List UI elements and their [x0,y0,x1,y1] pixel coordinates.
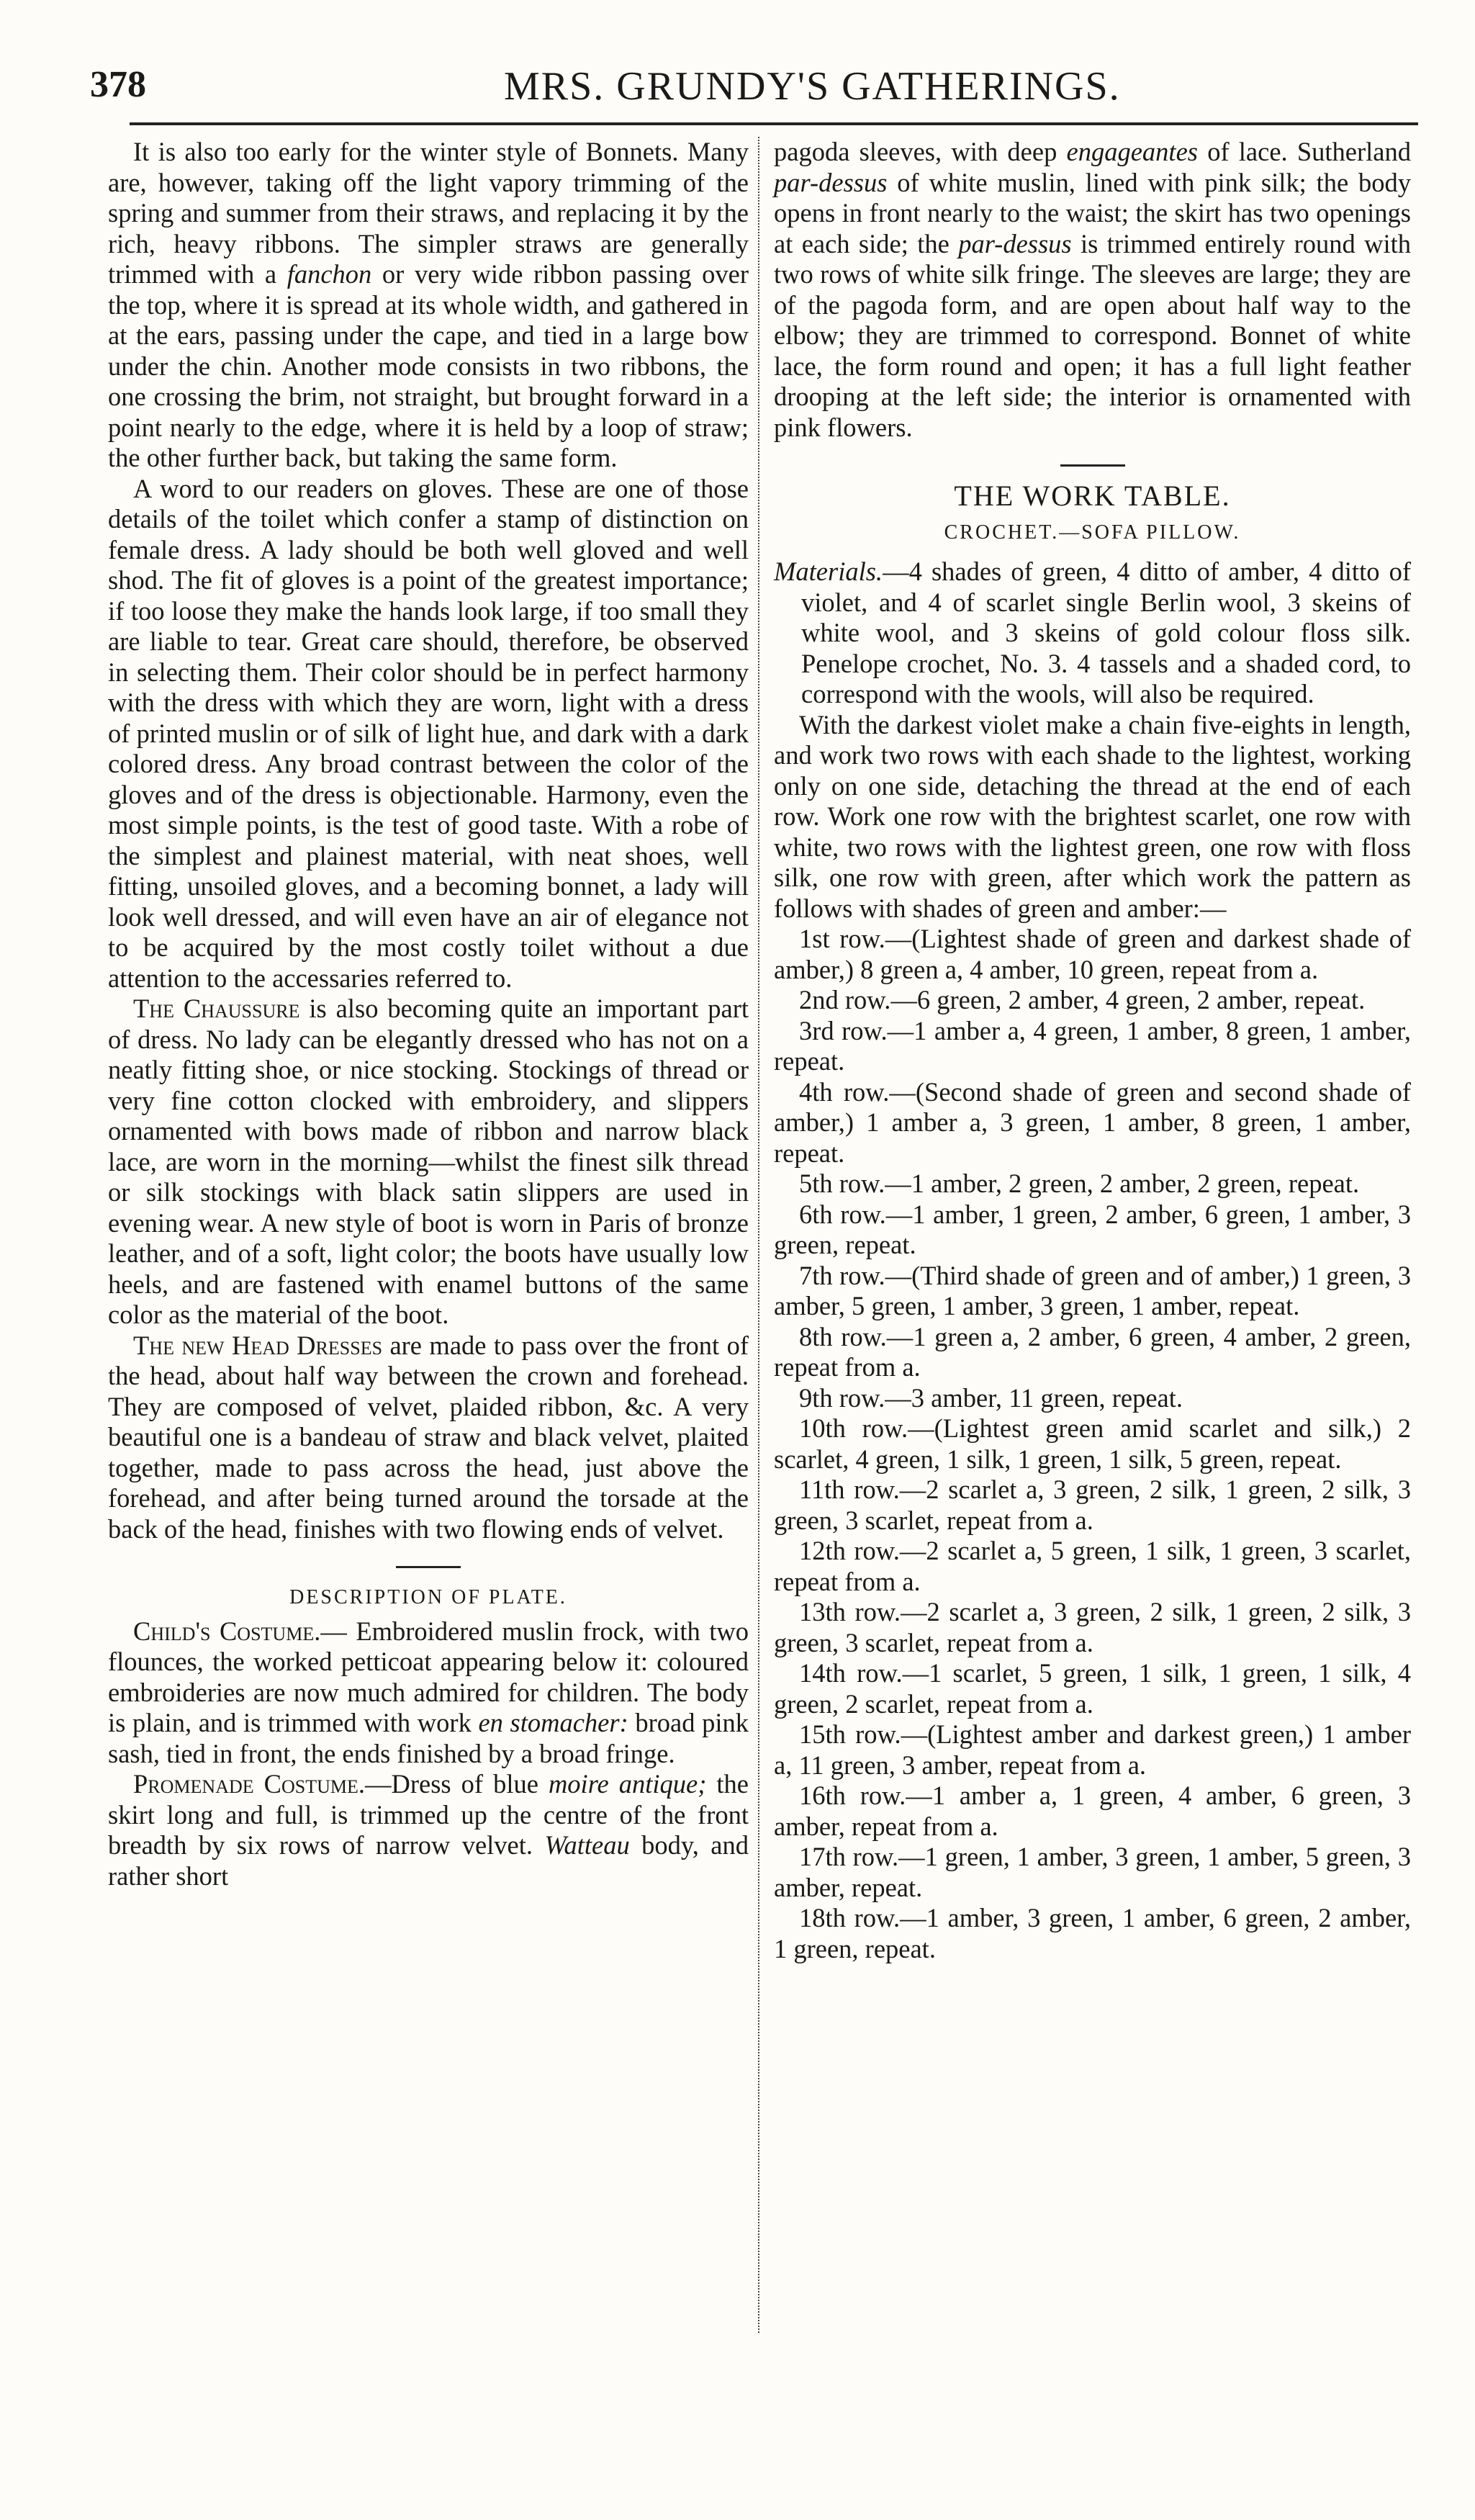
crochet-row: 11th row.—2 scarlet a, 3 green, 2 silk, 1 green, 2 silk, 3 green, 3 scarlet, repeat from a. [774,1475,1411,1535]
description-of-plate-heading: DESCRIPTION OF PLATE. [289,1586,567,1608]
crochet-row: 2nd row.—6 green, 2 amber, 4 green, 2 amber, repeat. [799,985,1366,1014]
paragraph-chaussure: The Chaussure is also becoming quite an important part of dress. No lady can be elegantly dressed who has not on a neatly fitting shoe, or nice stocking. Stockings of thread or very fine cotton clocked with embroidery, and slippers ornamented with bows made of ribbon and narrow black lace, are worn in the morning—whilst the finest silk thread or silk stockings with black satin slippers are used in evening wear. A new style of boot is worn in Paris of bronze leather, and of a soft, light color; the boots have usually low heels, and are fastened with enamel buttons of the same color as the material of the boot. [108,994,749,1329]
crochet-row: 1st row.—(Lightest shade of green and darkest shade of amber,) 8 green a, 4 amber, 10 green, repeat from a. [774,924,1411,984]
crochet-row: 7th row.—(Third shade of green and of amber,) 1 green, 3 amber, 5 green, 1 amber, 3 green, 1 amber, repeat. [774,1260,1411,1320]
paragraph-gloves: A word to our readers on gloves. These are one of those details of the toilet which confer a stamp of distinction on female dress. A lady should be both well gloved and well shod. The fit of gloves is a point of the greatest importance; if too loose they make the hands look large, if too small they are liable to tear. Great care should, therefore, be observed in selecting them. Their color should be in perfect harmony with the dress with which they are worn, light with a dress of printed muslin or of silk of light hue, and dark with a dark colored dress. Any broad contrast between the color of the gloves and of the dress is objectionable. Harmony, even the most simple points, is the test of good taste. With a robe of the simplest and plainest material, with neat shoes, well fitting, unsoiled gloves, and a becoming bonnet, a lady will look well dressed, and will even have an air of elegance not to be acquired by the most costly toilet without a due attention to the accessaries referred to. [108,473,749,993]
paragraph-promenade-costume: Promenade Costume.—Dress of blue moire antique; the skirt long and full, is trimmed up the centre of the front breadth by six rows of narrow velvet. Watteau body, and rather short [108,1769,749,1891]
crochet-row: 3rd row.—1 amber a, 4 green, 1 amber, 8 green, 1 amber, repeat. [774,1015,1411,1076]
running-title: MRS. GRUNDY'S GATHERINGS. [504,64,1121,109]
left-column [108,137,749,1891]
work-table-heading: THE WORK TABLE. [954,480,1231,512]
crochet-row: 16th row.—1 amber a, 1 green, 4 amber, 6 green, 3 amber, repeat from a. [774,1781,1411,1841]
crochet-row: 17th row.—1 green, 1 amber, 3 green, 1 amber, 5 green, 3 amber, repeat. [774,1842,1411,1902]
column-divider [758,137,759,2333]
crochet-row: 10th row.—(Lightest green amid scarlet and silk,) 2 scarlet, 4 green, 1 silk, 1 green, 1 silk, 5 green, repeat. [774,1413,1411,1474]
paragraph-head-dresses: The new Head Dresses are made to pass over the front of the head, about half way between the crown and forehead. They are composed of velvet, plaided ribbon, &c. A very beautiful one is a bandeau of straw and black velvet, plaited together, made to pass across the head, just above the forehead, and after being turned around the torsade at the back of the head, finishes with two flowing ends of velvet. [108,1330,749,1544]
crochet-row: 13th row.—2 scarlet a, 3 green, 2 silk, 1 green, 2 silk, 3 green, 3 scarlet, repeat from a. [774,1597,1411,1657]
crochet-row: 18th row.—1 amber, 3 green, 1 amber, 6 green, 2 amber, 1 green, repeat. [774,1903,1411,1963]
paragraph-childs-costume: Child's Costume.— Embroidered muslin frock, with two flounces, the worked petticoat appearing below it: coloured embroideries are now much admired for children. The body is plain, and is trimmed with work en stomacher: broad pink sash, tied in front, the ends finished by a broad fringe. [108,1616,749,1768]
crochet-row: 15th row.—(Lightest amber and darkest green,) 1 amber a, 11 green, 3 amber, repeat from a. [774,1719,1411,1780]
section-divider [396,1566,461,1568]
section-divider [1060,464,1125,467]
paragraph-bonnets: It is also too early for the winter style of Bonnets. Many are, however, taking off the light vapory trimming of the spring and summer from their straws, and replacing it by the rich, heavy ribbons. The simpler straws are generally trimmed with a fanchon or very wide ribbon passing over the top, where it is spread at its whole width, and gathered in at the ears, passing under the cape, and tied in a large bow under the chin. Another mode consists in two ribbons, the one crossing the brim, not straight, but brought forward in a point nearly to the edge, where it is held by a loop of straw; the other further back, but taking the same form. [108,137,749,472]
paragraph-instructions-intro: With the darkest violet make a chain five-eights in length, and work two rows with each shade to the lightest, working only on one side, detaching the thread at the end of each row. Work one row with the brightest scarlet, one row with white, two rows with the lightest green, one row with floss silk, one row with green, after which work the pattern as follows with shades of green and amber:— [774,709,1411,923]
page-header [0,50,1475,115]
crochet-row: 4th row.—(Second shade of green and second shade of amber,) 1 amber a, 3 green, 1 amber, 8 green, 1 amber, repeat. [774,1076,1411,1168]
crochet-subheading: CROCHET.—SOFA PILLOW. [944,521,1241,544]
crochet-row: 6th row.—1 amber, 1 green, 2 amber, 6 green, 1 amber, 3 green, repeat. [774,1199,1411,1259]
paragraph-pagoda-sleeves: pagoda sleeves, with deep engageantes of lace. Sutherland par-dessus of white muslin, lined with pink silk; the body opens in front nearly to the waist; the skirt has two openings at each side; the par-dessus is trimmed entirely round with two rows of white silk fringe. The sleeves are large; they are of the pagoda form, and are open about half way to the elbow; they are trimmed to correspond. Bonnet of white lace, the form round and open; it has a full light feather drooping at the left side; the interior is ornamented with pink flowers. [774,137,1412,442]
crochet-row: 9th row.—3 amber, 11 green, repeat. [799,1382,1183,1413]
crochet-row: 12th row.—2 scarlet a, 5 green, 1 silk, 1 green, 3 scarlet, repeat from a. [774,1536,1411,1596]
crochet-row: 5th row.—1 amber, 2 green, 2 amber, 2 green, repeat. [799,1169,1360,1198]
crochet-row: 8th row.—1 green a, 2 amber, 6 green, 4 amber, 2 green, repeat from a. [774,1321,1411,1382]
page-number: 378 [90,64,146,105]
right-column [774,137,1411,1964]
header-rule [130,122,1418,125]
paragraph-materials: Materials.—4 shades of green, 4 ditto of amber, 4 ditto of violet, and 4 of scarlet single Berlin wool, 3 skeins of white wool, and 3 skeins of gold colour floss silk. Penelope crochet, No. 3. 4 tassels and a shaded cord, to correspond with the wools, will also be required. [774,557,1411,708]
crochet-row: 14th row.—1 scarlet, 5 green, 1 silk, 1 green, 1 silk, 4 green, 2 scarlet, repeat from a. [774,1658,1411,1719]
